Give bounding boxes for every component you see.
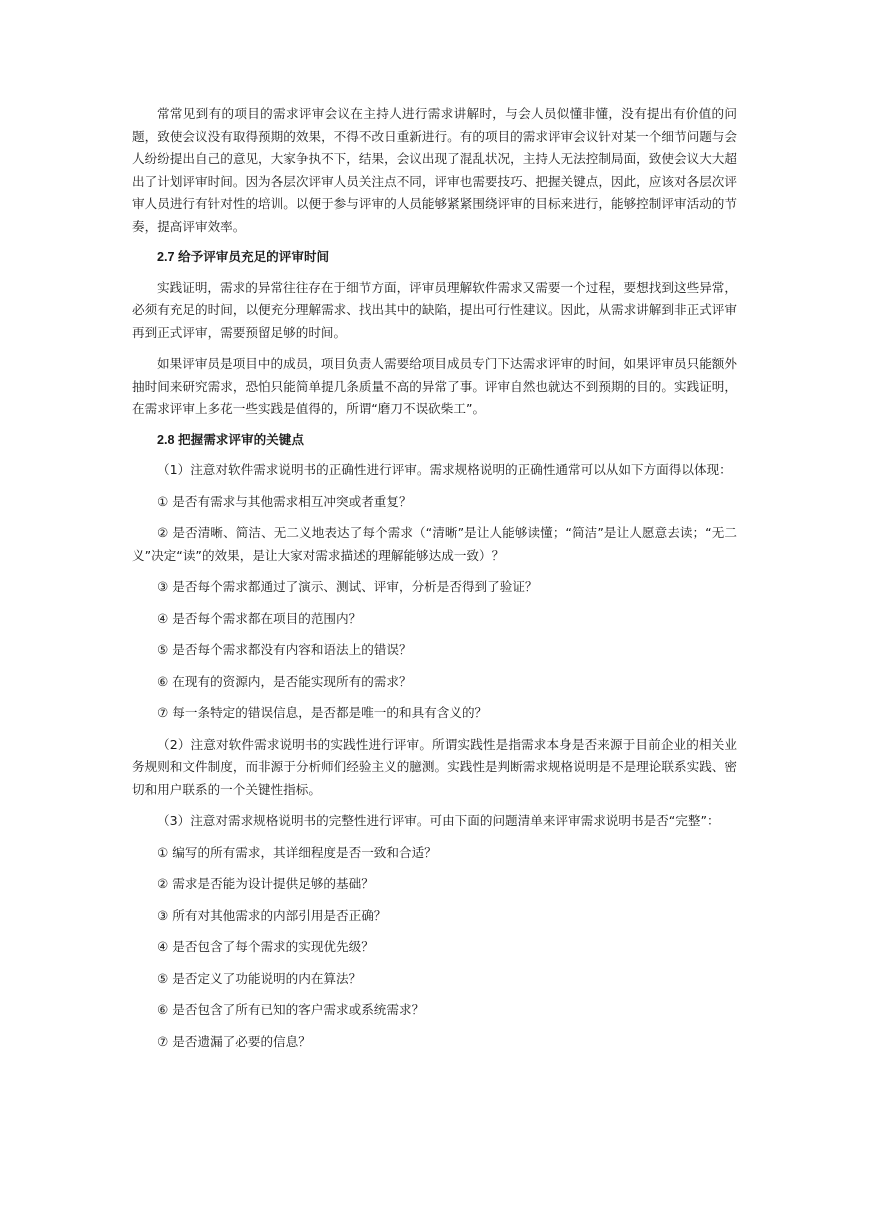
list-item: ② 是否清晰、简洁、无二义地表达了每个需求（“清晰”是让人能够读懂；“简洁”是让人愿意去读；“无二义”决定“读”的效果，是让大家对需求描述的理解能够达成一致）？	[132, 525, 737, 563]
list-item: ④ 是否每个需求都在项目的范围内？	[157, 610, 362, 626]
paragraph-reviewer-members: 如果评审员是项目中的成员，项目负责人需要给项目成员专门下达需求评审的时间，如果评审员只能额外抽时间来研究需求，恐怕只能简单提几条质量不高的异常了事。评审自然也就达不到预期的目的。实践证明，在需求评审上多花一些实践是值得的，所谓“磨刀不误砍柴工”。	[132, 356, 737, 416]
list-item: ① 是否有需求与其他需求相互冲突或者重复？	[157, 493, 412, 509]
list-item: ⑤ 是否定义了功能说明的内在算法？	[157, 970, 362, 986]
paragraph-completeness: （3）注意对需求规格说明书的完整性进行评审。可由下面的问题清单来评审需求说明书是否“完整”：	[157, 813, 720, 828]
list-item: ③ 是否每个需求都通过了演示、测试、评审，分析是否得到了验证？	[157, 579, 538, 594]
paragraph-correctness: （1）注意对软件需求说明书的正确性进行评审。需求规格说明的正确性通常可以从如下方面得以体现：	[157, 462, 732, 477]
section-heading-2-7: 2.7 给予评审员充足的评审时间	[157, 250, 330, 264]
list-item: ② 需求是否能为设计提供足够的基础？	[157, 876, 374, 891]
list-item: ⑥ 在现有的资源内，是否能实现所有的需求？	[157, 673, 412, 689]
paragraph-review-meeting: 常常见到有的项目的需求评审会议在主持人进行需求讲解时，与会人员似懂非懂，没有提出有价值的问题，致使会议没有取得预期的效果，不得不改日重新进行。有的项目的需求评审会议针对某一个细节问题与会人纷纷提出自己的意见，大家争执不下，结果，会议出现了混乱状况，主持人无法控制局面，致使会议大大超出了计划评审时间。因为各层次评审人员关注点不同，评审也需要技巧、把握关键点，因此，应该对各层次评审人员进行有针对性的培训。以便于参与评审的人员能够紧紧围绕评审的目标来进行，能够控制评审活动的节奏，提高评审效率。	[132, 106, 737, 234]
list-item: ⑥ 是否包含了所有已知的客户需求或系统需求？	[157, 1002, 425, 1017]
list-item: ④ 是否包含了每个需求的实现优先级？	[157, 939, 374, 954]
list-item: ③ 所有对其他需求的内部引用是否正确？	[157, 907, 387, 923]
section-heading-2-8: 2.8 把握需求评审的关键点	[157, 432, 304, 447]
list-item: ⑦ 每一条特定的错误信息，是否都是唯一的和具有含义的？	[157, 705, 488, 720]
document-page	[132, 103, 737, 1053]
list-item: ⑦ 是否遗漏了必要的信息？	[157, 1033, 311, 1049]
paragraph-practice-proves: 实践证明，需求的异常往往存在于细节方面，评审员理解软件需求又需要一个过程，要想找到这些异常，必须有充足的时间，以便充分理解需求、找出其中的缺陷，提出可行性建议。因此，从需求讲解到非正式评审再到正式评审，需要预留足够的时间。	[132, 279, 737, 340]
paragraph-practicality: （2）注意对软件需求说明书的实践性进行评审。所谓实践性是指需求本身是否来源于目前企业的相关业务规则和文件制度，而非源于分析师们经验主义的臆测。实践性是判断需求规格说明是不是理论联系实践、密切和用户联系的一个关键性指标。	[132, 736, 737, 797]
list-item: ⑤ 是否每个需求都没有内容和语法上的错误？	[157, 642, 412, 657]
list-item: ① 编写的所有需求，其详细程度是否一致和合适？	[157, 844, 437, 860]
